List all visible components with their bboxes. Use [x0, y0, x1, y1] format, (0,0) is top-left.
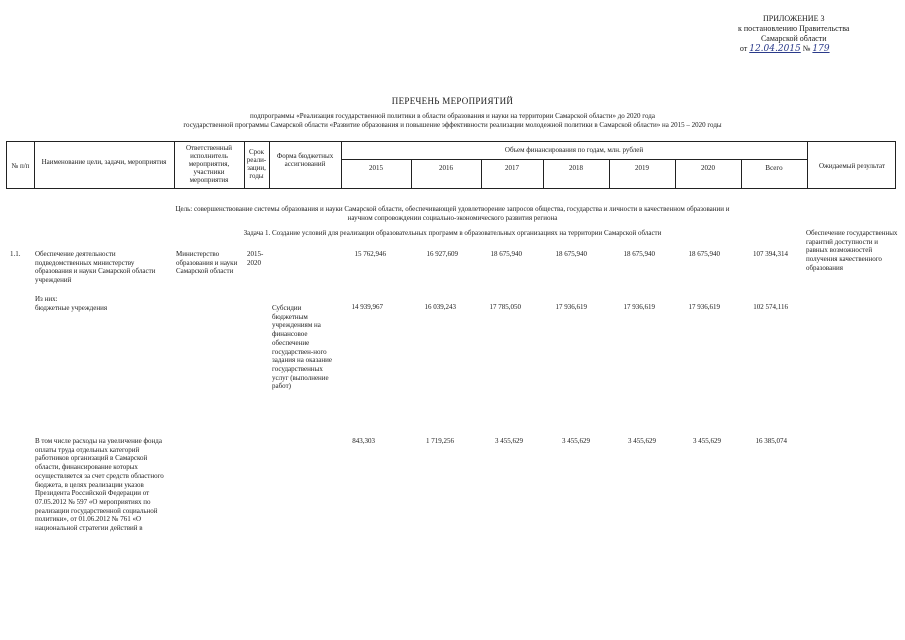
row1-name: Обеспечение деятельности подведомственных министерству образования и науки Самарской области учреждений: [35, 250, 156, 285]
header-year-2018: 2018: [569, 164, 583, 172]
goal-line1: Цель: совершенствование системы образования и науки Самарской области, обеспечивающей удовлетворение запросов общества, государства и личности в качественном образовании и: [175, 205, 730, 213]
row1-value-2020: 18 675,940: [688, 250, 720, 258]
row3-value-total: 16 385,074: [755, 437, 787, 445]
row2-prefix: Из них:: [35, 295, 58, 303]
row1-value-2018: 18 675,940: [555, 250, 587, 258]
row3-name: В том числе расходы на увеличение фонда оплаты труда отдельных категорий работников организаций в Самарской области, финансирование которых осуществляется за счет средств областного бюджета, в целях реализации указов Президента Российской Федерации от 07.05.2012 № 597 «О мероприятиях по реализации государственной социальной политики», от 01.06.2012 № 761 «О национальной стратегии действий в: [35, 437, 164, 533]
row1-value-2017: 18 675,940: [490, 250, 522, 258]
header-year-2017: 2017: [505, 164, 519, 172]
row2-value-2016: 16 039,243: [424, 303, 456, 311]
divider: [341, 159, 807, 160]
row3-value-2017: 3 455,629: [495, 437, 523, 445]
row1-value-total: 107 394,314: [753, 250, 788, 258]
appendix-title: ПРИЛОЖЕНИЕ 3: [762, 14, 825, 23]
row1-num: 1.1.: [10, 250, 21, 258]
header-result: Ожидаемый результат: [818, 162, 886, 170]
row3-value-2016: 1 719,256: [426, 437, 454, 445]
header-executor: Ответственный исполнитель мероприятия, участники мероприятия: [185, 144, 233, 184]
row2-value-total: 102 574,116: [753, 303, 788, 311]
page-title: ПЕРЕЧЕНЬ МЕРОПРИЯТИЙ: [391, 96, 514, 106]
row2-value-2015: 14 939,967: [351, 303, 383, 311]
row1-value-2016: 16 927,609: [426, 250, 458, 258]
appendix-line3: Самарской области: [760, 34, 827, 43]
header-name: Наименование цели, задачи, мероприятия: [41, 158, 167, 166]
appendix-date-line: [720, 44, 849, 54]
divider: [174, 142, 175, 188]
row2-value-2018: 17 936,619: [555, 303, 587, 311]
row3-value-2018: 3 455,629: [562, 437, 590, 445]
header-year-2020: 2020: [701, 164, 715, 172]
row3-value-2015: 843,303: [352, 437, 375, 445]
subtitle-program: государственной программы Самарской области «Развитие образования и повышение эффективности реализации молодежной политики в Самарской области» на 2015 – 2020 годы: [183, 121, 722, 129]
goal-text: [0, 205, 905, 223]
row1-result: Обеспечение государственных гарантий доступности и равных возможностей получения качественного образования: [806, 229, 898, 272]
row3-value-2020: 3 455,629: [693, 437, 721, 445]
row3-value-2019: 3 455,629: [628, 437, 656, 445]
row1-value-2015: 15 762,946: [354, 250, 386, 258]
row1-value-2019: 18 675,940: [623, 250, 655, 258]
header-volume: Объем финансирования по годам, млн. рублей: [504, 146, 644, 154]
divider: [269, 142, 270, 188]
header-form: Форма бюджетных ассигнований: [276, 152, 334, 168]
handwritten-number: 179: [812, 44, 830, 54]
header-year-2016: 2016: [439, 164, 453, 172]
row2-value-2020: 17 936,619: [688, 303, 720, 311]
number-prefix: №: [802, 44, 811, 53]
row2-value-2019: 17 936,619: [623, 303, 655, 311]
header-total: Всего: [765, 164, 783, 172]
header-term: Срок реали-зации, годы: [246, 148, 267, 180]
row2-name: бюджетные учреждения: [35, 304, 108, 312]
table-header: [6, 141, 896, 189]
header-year-2015: 2015: [369, 164, 383, 172]
date-prefix: от: [739, 44, 748, 53]
header-year-2019: 2019: [635, 164, 649, 172]
appendix-line2: к постановлению Правительства: [738, 24, 850, 33]
handwritten-date: 12.04.2015: [749, 44, 801, 54]
row2-value-2017: 17 785,050: [489, 303, 521, 311]
appendix-block: [738, 14, 849, 54]
header-num: № п/п: [11, 162, 30, 170]
task-title: Задача 1. Создание условий для реализации образовательных программ в образовательных организациях на территории Самарской области: [243, 229, 662, 237]
subtitle-subprogram: подпрограммы «Реализация государственной политики в области образования и науки на территории Самарской области» до 2020 года: [250, 112, 655, 120]
divider: [34, 142, 35, 188]
row2-form: Субсидии бюджетным учреждениям на финансовое обеспечение государствен-ного задания на оказание государственных услуг (выполнение работ): [272, 304, 332, 391]
row1-executor: Министерство образования и науки Самарской области: [176, 250, 238, 276]
goal-line2: научном сопровождении социально-экономического развития региона: [347, 214, 558, 222]
row1-term: 2015-2020: [247, 250, 264, 267]
